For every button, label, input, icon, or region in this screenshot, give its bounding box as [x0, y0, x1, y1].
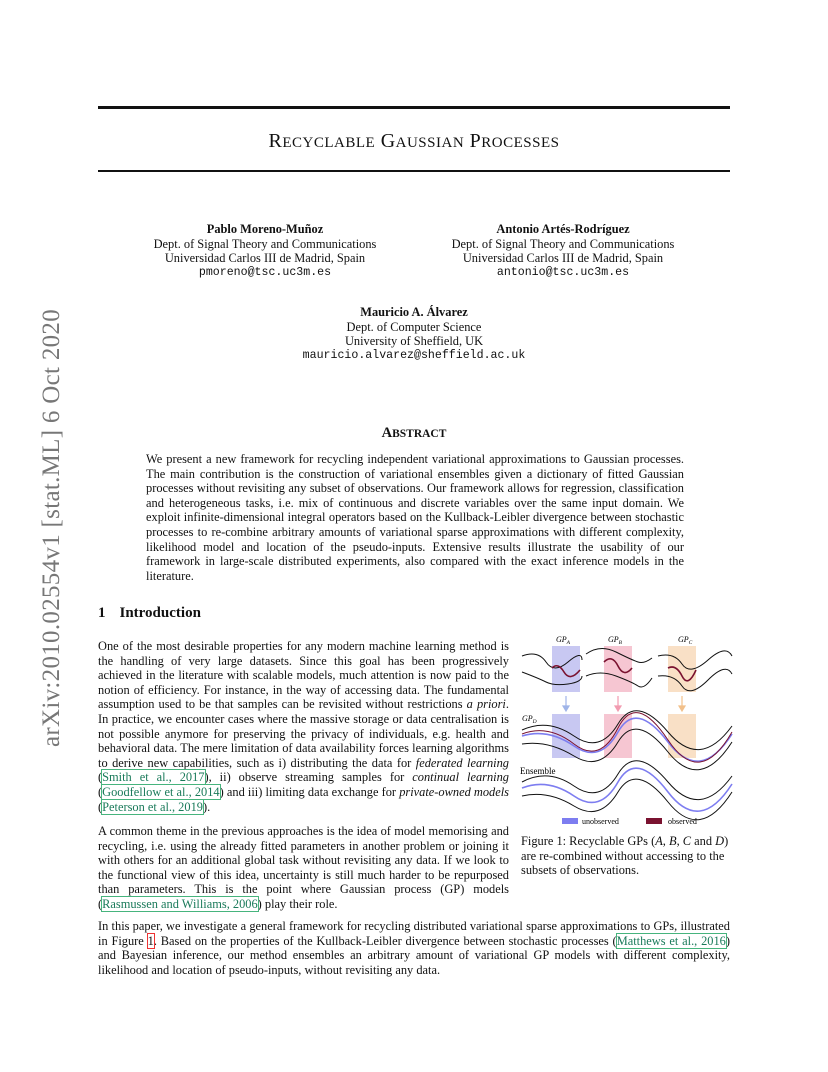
title-top-rule: [98, 106, 730, 109]
author-dept: Dept. of Signal Theory and Communications: [451, 236, 675, 251]
citation-link[interactable]: Rasmussen and Williams, 2006: [102, 896, 258, 911]
legend-swatch-unobserved: [562, 818, 578, 824]
author-dept: Dept. of Signal Theory and Communications: [153, 236, 377, 251]
legend-swatch-observed: [646, 818, 662, 824]
author-email[interactable]: antonio@tsc.uc3m.es: [496, 265, 630, 279]
author-dept: Dept. of Computer Science: [346, 319, 482, 334]
gp-d-label: $GP_D$: [522, 714, 537, 725]
figure-caption: Figure 1: Recyclable GPs (A, B, C and D) are re-combined without accessing to the subsets of observations.: [521, 834, 729, 878]
intro-paragraph-1: One of the most desirable properties for any modern machine learning method is the handling of very large datasets. Since this goal has been progressively achieved in the literature with scalable models, much attention is now paid to the notion of efficiency. For instance, in the way of accessing data. The fundamental assumption used to be that samples can be revisited without restrictions a priori. In practice, we encounter cases where the massive storage or data centralisation is not possible anymore for preserving the privacy of individuals, e.g. health and behavioral data. The mere limitation of data availability forces learning algorithms to derive new capabilities, such as i) distributing the data for federated learning (Smith et al., 2017), ii) observe streaming samples for continual learning (Goodfellow et al., 2014) and iii) limiting data exchange for private-owned models (Peterson et al., 2019).: [98, 639, 510, 814]
abstract-text: We present a new framework for recycling independent variational approximations to Gaussian processes. The main contribution is the construction of variational ensembles given a dictionary of fitted Gaussian processes without revisiting any subset of observations. Our framework allows for regression, classification and heterogeneous tasks, i.e. mix of continuous and discrete variables over the same input domain. We exploit infinite-dimensional integral operators based on the Kullback-Leibler divergence between stochastic processes to re-combine arbitrary amounts of variational sparse approximations with different complexity, likelihood model and location of the pseudo-inputs. Extensive results illustrate the usability of our framework in large-scale distributed experiments, also compared with the exact inference models in the literature.: [146, 452, 684, 583]
citation-link[interactable]: Peterson et al., 2019: [102, 799, 203, 814]
legend-observed: observed: [668, 817, 697, 826]
author-univ: Universidad Carlos III de Madrid, Spain: [164, 251, 366, 266]
gp-a-region: [552, 646, 580, 692]
arxiv-identifier: arXiv:2010.02554v1 [stat.ML] 6 Oct 2020: [38, 308, 65, 748]
author-name: Mauricio A. Álvarez: [360, 305, 468, 319]
gp-a-label: $GP_A$: [556, 635, 571, 646]
citation-link[interactable]: Matthews et al., 2016: [616, 933, 726, 948]
gp-c-label: $GP_C$: [678, 635, 693, 646]
citation-link[interactable]: Smith et al., 2017: [102, 770, 205, 785]
author-block-2: [432, 222, 694, 280]
title-bottom-rule: [98, 170, 730, 172]
intro-paragraph-2: A common theme in the previous approaches is the idea of model memorising and recycling, i.e. using the already fitted parameters in another problem or joining it with others for an additional global task without revisiting any data. If we look to the functional view of this idea, uncertainty is still much harder to be repurposed than parameters. This is the point where Gaussian process (GP) models (Rasmussen and Williams, 2006) play their role.: [98, 824, 509, 911]
author-email[interactable]: pmoreno@tsc.uc3m.es: [198, 265, 332, 279]
author-block-3: [264, 305, 564, 363]
figure-recyclable-gps: [518, 632, 736, 832]
intro-paragraph-3: In this paper, we investigate a general framework for recycling distributed variational sparse approximations to GPs, illustrated in Figure 1. Based on the properties of the Kullback-Leibler divergence between stochastic processes (Matthews et al., 2016) and Bayesian inference, our method ensembles an arbitrary amount of variational GP models with different complexity, likelihood and location of pseudo-inputs, without revisiting any data.: [98, 919, 730, 977]
author-name: Pablo Moreno-Muñoz: [206, 222, 324, 236]
author-email[interactable]: mauricio.alvarez@sheffield.ac.uk: [302, 348, 526, 362]
author-block-1: [134, 222, 396, 280]
author-univ: Universidad Carlos III de Madrid, Spain: [462, 251, 664, 266]
abstract-heading: ABSTRACT: [381, 425, 447, 441]
section-number: 1: [98, 605, 106, 621]
section-heading: [98, 605, 215, 622]
gp-b-label: $GP_B$: [608, 635, 623, 646]
author-name: Antonio Artés-Rodríguez: [496, 222, 630, 236]
paper-title: RECYCLABLE GAUSSIAN PROCESSES: [268, 130, 560, 152]
author-univ: University of Sheffield, UK: [344, 334, 484, 349]
citation-link[interactable]: Goodfellow et al., 2014: [102, 784, 220, 799]
ensemble-label: Ensemble: [520, 766, 556, 776]
figure-reference-link[interactable]: 1: [147, 933, 154, 948]
legend-unobserved: unobserved: [582, 817, 619, 826]
section-title: Introduction: [119, 605, 201, 621]
